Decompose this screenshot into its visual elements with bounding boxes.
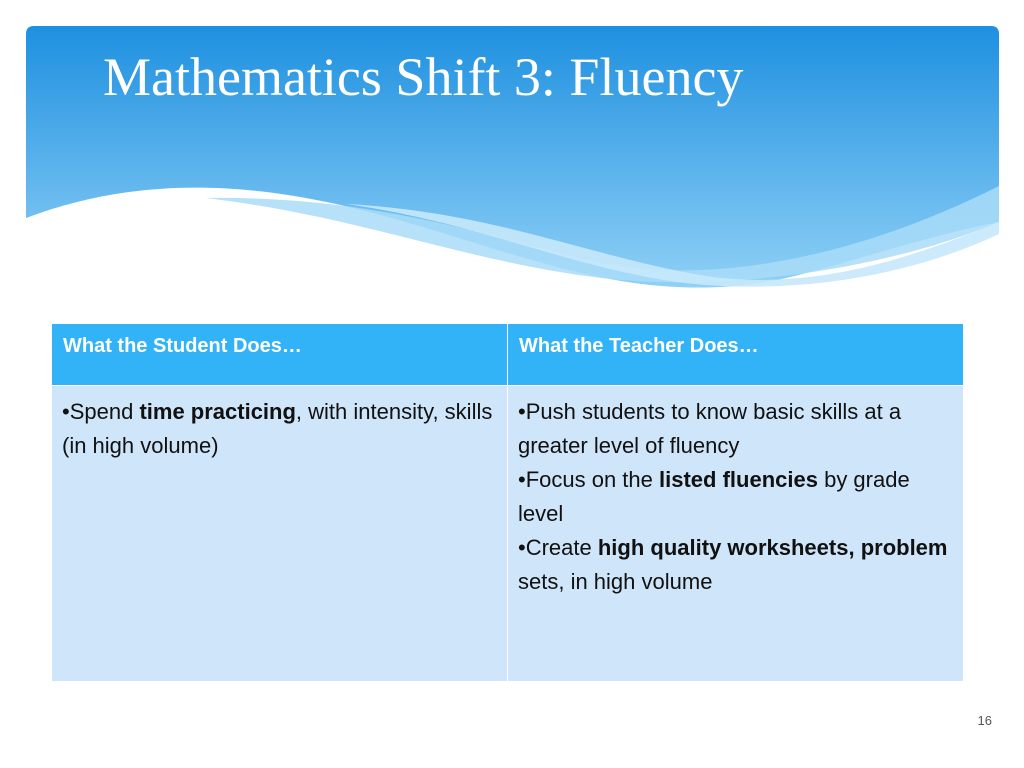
bullet-bold-text: listed fluencies bbox=[659, 467, 818, 492]
bullet-text: by grade level bbox=[518, 467, 910, 526]
bullet-text: •Spend bbox=[62, 399, 140, 424]
table-header-row bbox=[52, 324, 964, 386]
bullet-text: •Focus on the bbox=[518, 467, 660, 492]
bullet-text: , with intensity, skills (in high volume) bbox=[62, 399, 493, 458]
teacher-cell bbox=[508, 386, 964, 682]
teacher-bullet-3 bbox=[518, 531, 953, 599]
bullet-bold-text: time practicing bbox=[139, 399, 296, 424]
header-student: What the Student Does… bbox=[52, 324, 508, 386]
slide-number: 16 bbox=[977, 713, 992, 728]
bullet-text: sets, in high volume bbox=[518, 569, 713, 594]
student-cell bbox=[52, 386, 508, 682]
bullet-bold-text: high quality worksheets, problem bbox=[597, 535, 948, 560]
comparison-table bbox=[51, 323, 964, 682]
bullet-text: •Create bbox=[518, 535, 598, 560]
student-bullet-1 bbox=[62, 395, 497, 463]
header-teacher: What the Teacher Does… bbox=[508, 324, 964, 386]
slide-title: Mathematics Shift 3: Fluency bbox=[103, 47, 744, 107]
teacher-bullet-1: •Push students to know basic skills at a greater level of fluency bbox=[518, 399, 902, 458]
teacher-bullet-2 bbox=[518, 463, 953, 531]
table-row bbox=[52, 386, 964, 682]
